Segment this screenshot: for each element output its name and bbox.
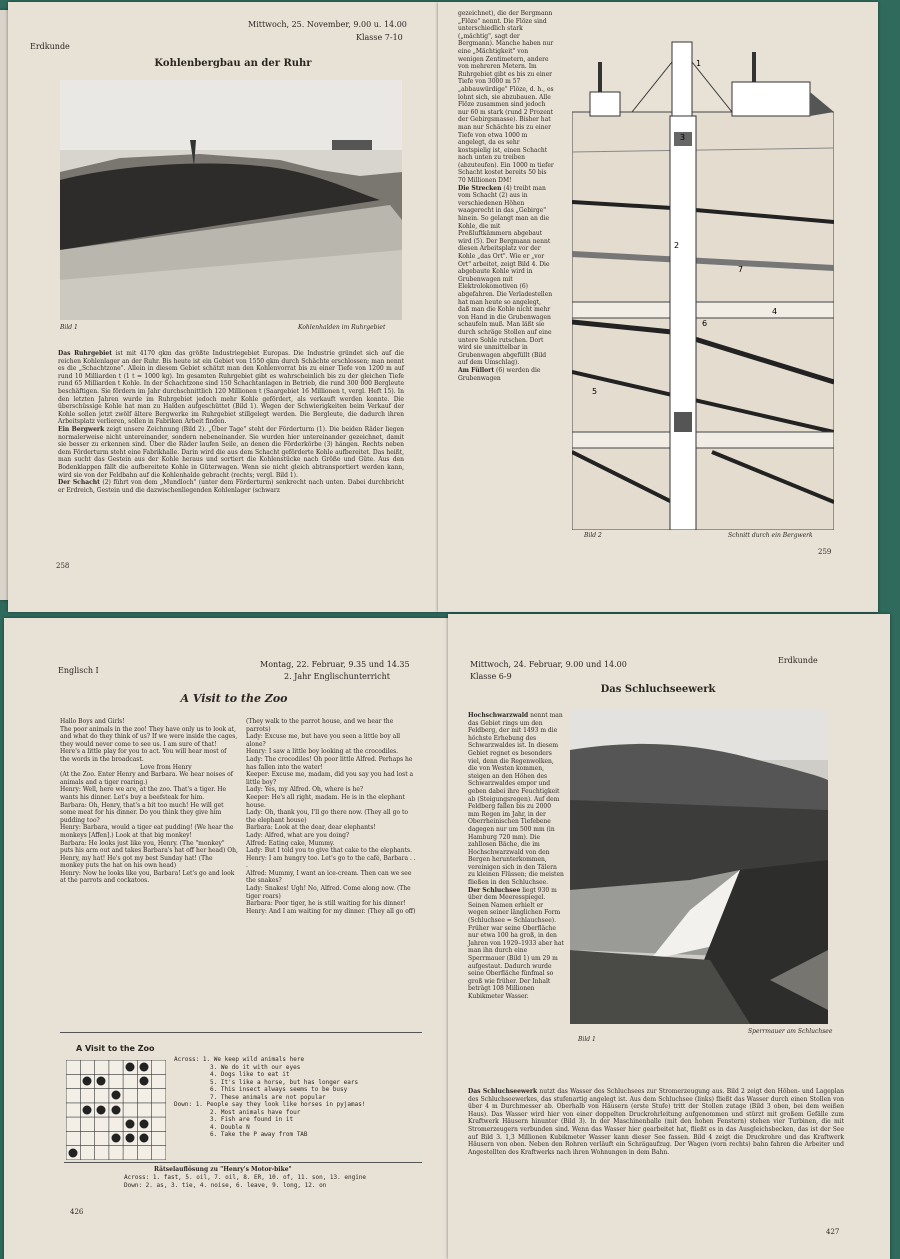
dialog-line: Lady: Yes, my Alfred. Oh, where is he?: [246, 786, 364, 794]
para-lead: Ein Bergwerk: [58, 425, 105, 433]
broadcast-date: Mittwoch, 24. Februar, 9.00 und 14.00: [470, 660, 627, 669]
dialog-line: Keeper: Excuse me, madam, did you say you had lost a little boy?: [246, 771, 414, 786]
dam-lake-photo: [570, 710, 828, 1024]
article-column: [458, 10, 554, 382]
dialog-line: Hallo Boys and Girls!: [60, 718, 125, 725]
subject-label: Erdkunde: [778, 656, 818, 665]
dialog-line: (At the Zoo. Enter Henry and Barbara. We hear noises of animals and a tiger roaring.): [60, 771, 233, 786]
dialog-line: Barbara: Poor tiger, he is still waiting for his dinner!: [246, 900, 406, 908]
dialog-line: Lady: The crocodiles! Oh poor little Alfred. Perhaps he has fallen into the water!: [246, 755, 413, 771]
dialog-line: (They walk to the parrot house, and we hear the parrots): [246, 718, 394, 733]
dialog-line: Barbara: Oh, Henry, that's a bit too much! He will get some meat for his dinner. Do you think they give him pudding too?: [60, 801, 224, 824]
dialog-line: Barbara: He looks just like you, Henry. (The "monkey" puts his arm out and takes Barbara's hat off her head) Oh, Henry, my hat! He's got my best Sunday hat! (The monkey puts the hat on his own head): [60, 839, 238, 870]
page-426: [4, 618, 462, 1259]
solution-down: Down: 2. as, 3. tie, 4. noise, 6. leave, 9. long, 12. on: [124, 1182, 327, 1189]
page-title: Das Schluchseewerk: [600, 684, 716, 695]
dialog-line: Lady: Snakes! Ugh! No, Alfred. Come along now. (The tiger roars): [246, 885, 411, 900]
page-427: [448, 614, 890, 1259]
clue: 7. These animals are not popular: [210, 1093, 326, 1101]
diagram-label: 2: [674, 241, 680, 250]
subject-label: Erdkunde: [30, 42, 70, 51]
figure-caption: Schnitt durch ein Bergwerk: [728, 532, 813, 539]
dialog-line: Here's a little play for you to act. You will hear most of the words in the broadcast.: [60, 748, 227, 763]
page-number: 427: [826, 1228, 840, 1236]
photo-number: Bild 1: [578, 1036, 596, 1043]
class-label: Klasse 6-9: [470, 672, 512, 681]
play-column-2: [246, 718, 416, 915]
page-title: Kohlenbergbau an der Ruhr: [154, 58, 312, 69]
diagram-label: 4: [772, 307, 778, 316]
clue: 4. Dogs like to eat it: [210, 1071, 290, 1078]
dialog-line: Lady: Excuse me, but have you seen a little boy all alone?: [246, 733, 401, 748]
page-number: 426: [70, 1208, 84, 1216]
diagram-label: 1: [696, 59, 702, 68]
crossword-grid: [66, 1060, 166, 1160]
clue: 5. It's like a horse, but has longer ears: [210, 1078, 359, 1086]
clue: 3. Fish are found in it: [210, 1116, 294, 1123]
paragraph: nutzt das Wasser des Schluchsees zur Stromerzeugung aus. Bild 2 zeigt den Höhen- und Lageplan des Schluchseewerkes, das stufenartig angelegt ist. Aus dem Schluchsee (links) fließt das Wasser durch einen Stollen von über 4 m Durchmesser ab. Oberhalb von Häusern (erste Stufe) tritt der Stollen zutage (Bild 3 oben, bei dem weißen Haus). Das Wasser wird hier von einer doppelten Druckrohrleitung aufgenommen und stürzt mit großem Gefälle zum Kraftwerk Häusern hinunter (Bild 3). In der Maschinenhalle (mit den hohen Fenstern) stehen vier Turbinen, die mit Stromerzeugern verbunden sind. Wenn das Wasser hier gearbeitet hat, fließt es in das Ausgleichsbecken, das ist der See auf Bild 3. 1,3 Millionen Kubikmeter Wasser kann dieser See fassen. Bild 4 zeigt die Druckrohre und das Kraftwerk Häusern von oben. Neben den Rohren verläuft ein Schrägaufzug. Der Wagen (vorn rechts) bahn fahren die Arbeiter und Angestellten des Kraftwerks nach ihren Wohnungen in dem Bahn.: [468, 1088, 844, 1156]
divider: [60, 1032, 422, 1033]
para-lead: Hochschwarzwald: [468, 712, 529, 719]
clue: 1. We keep wild animals here: [202, 1056, 305, 1063]
diagram-label: 5: [592, 387, 598, 396]
clue: 6. Take the P away from TAB: [210, 1131, 308, 1138]
dialog-line: The poor animals in the zoo! They have only us to look at, and what do they think of us? If we were inside the cages, they would never come to see us. I am sure of that!: [60, 725, 238, 748]
page-259: [438, 2, 878, 612]
class-label: Klasse 7-10: [356, 33, 403, 42]
article-column: [468, 712, 564, 1001]
divider: [64, 1162, 422, 1163]
para-lead: Der Schluchsee: [468, 886, 521, 894]
clue: 6. This insect always seems to be busy: [210, 1086, 348, 1093]
dialog-line: Lady: Alfred, what are you doing?: [246, 831, 350, 839]
page-title: A Visit to the Zoo: [180, 692, 288, 705]
para-lead: Am Füllort: [458, 366, 495, 374]
dialog-line: Barbara: Look at the dear, dear elephants!: [246, 824, 376, 832]
clue: 1. People say they look like horses in pyjamas!: [195, 1101, 366, 1108]
diagram-label: 6: [702, 319, 708, 328]
para-lead: Der Schacht: [58, 479, 100, 487]
para-lead: Die Strecken: [458, 184, 502, 192]
across-label: Across:: [174, 1056, 200, 1063]
paragraph: gezeichnet), die der Bergmann „Flöze" nennt. Die Flöze sind unterschiedlich stark („mächtig", sagt der Bergmann). Manche haben nur eine „Mächtigkeit" von wenigen Zentimetern, andere von mehreren Metern. Im Ruhrgebiet gibt es bis zu einer Tiefe von 3000 m 57 „abbauwürdige" Flöze, d. h., es lohnt sich, sie abzubauen. Alle Flöze zusammen sind jedoch nur 60 m stark (rund 2 Prozent der Gebirgsmasse). Bisher hat man nur Schächte bis zu einer Tiefe von etwa 1000 m angelegt, da es sehr kostspielig ist, einen Schacht nach unten zu treiben (abzuteufen). Ein 1000 m tiefer Schacht kostet bereits 50 bis 70 Millionen DM!: [458, 10, 554, 185]
dialog-line: Alfred: Mummy, I want an ice-cream. Then can we see the snakes?: [246, 869, 412, 885]
para-lead: Das Schluchseewerk: [468, 1088, 538, 1095]
clue: 4. Double N: [210, 1123, 250, 1131]
page-number: 259: [818, 548, 832, 556]
clues-block: [174, 1056, 404, 1139]
photo-number: Bild 1: [60, 324, 78, 331]
diagram-label: 7: [738, 265, 744, 274]
mine-cross-section-diagram: [572, 32, 834, 530]
class-label: 2. Jahr Englischunterricht: [284, 672, 390, 681]
clue: 3. We do it with our eyes: [210, 1063, 301, 1071]
dialog-line: Henry: I saw a little boy looking at the crocodiles.: [246, 748, 399, 756]
page-258: [8, 2, 438, 612]
dialog-line: Henry: Well, here we are, at the zoo. That's a tiger. He wants his dinner. Let's buy a beefsteak for him.: [60, 786, 227, 801]
down-label: Down:: [174, 1101, 193, 1108]
article-body: [58, 350, 404, 494]
dialog-line: Henry: I am hungry too. Let's go to the café, Barbara . . .: [246, 854, 416, 870]
paragraph: (2) führt von dem „Mundloch" (unter dem Förderturm) senkrecht nach unten. Dabei durchbricht er Erdreich, Gestein und die dazwischenliegenden Kohlenlager (schwarz: [58, 479, 404, 494]
dialog-line: Henry: And I am waiting for my dinner. (They all go off): [246, 907, 416, 915]
page-number: 258: [56, 562, 70, 570]
paragraph: nennt man das Gebiet rings um den Feldberg, der mit 1493 m die höchste Erhebung des Schwarzwaldes ist. In diesem Gebiet regnet es besonders viel, denn die Regenwolken, die von Westen kommen, steigen an den Höhen des Schwarzwaldes empor und geben dabei ihre Feuchtigkeit ab (Steigungsregen). Auf dem Feldberg fallen bis zu 2000 mm Regen im Jahr, in der Oberrheinischen Tiefebene dagegen nur um 500 mm (in Hamburg 720 mm). Die zahllosen Bäche, die im Hochschwarzwald von den Bergen herunterkommen, vereinigen sich in den Tälern zu kleinen Flüssen; die meisten fließen in den Schluchsee.: [468, 712, 564, 887]
paragraph: zeigt unsere Zeichnung (Bild 2). „Über Tage" steht der Förderturm (1). Die beiden Räder liegen normalerweise nicht untereinander, sondern nebeneinander. Sie wurden hier untereinander gezeichnet, damit sie besser zu erkennen sind. Über die Räder laufen Seile, an denen die Förderkörbe (3) hängen. Rechts neben dem Förderturm steht eine Fabrikhalle. Darin wird die aus dem Schacht geförderte Kohle aufbereitet. Das heißt, man sucht das Gestein aus der Kohle heraus und sortiert die Kohlenstücke nach Größe und Güte. Aus den Bodenklappen fällt die aufbereitete Kohle in Güterwagen. Wenn sie nicht gleich abtransportiert werden kann, wird sie von der Feldbahn auf die Kohlenhalde gebracht (rechts; vergl. Bild 1).: [58, 425, 404, 479]
figure-number: Bild 2: [584, 532, 602, 539]
paragraph: (4) treibt man vom Schacht (2) aus in verschiedenen Höhen waagerecht in das „Gebirge" hinein. So gelangt man an die Kohle, die mit Preßluftkämmern abgebaut wird (5). Der Bergmann nennt diesen Arbeitsplatz vor der Kohle „das Ort". Wie er „vor Ort" arbeitet, zeigt Bild 4. Die abgebaute Kohle wird in Grubenwagen mit Elektrolokomotiven (6) abgefahren. Die Verladestellen hat man heute so angelegt, daß man die Kohle nicht mehr von Hand in die Grubenwagen schaufeln muß. Man läßt sie durch schräge Stollen auf eine untere Sohle rutschen. Dort wird sie unmittelbar in Grubenwagen abgefüllt (Bild auf dem Umschlag).: [458, 184, 553, 367]
dialog-line: Love from Henry: [140, 763, 192, 771]
solution-title: Rätselauflösung zu "Henry's Motor-bike": [154, 1166, 292, 1173]
puzzle-title: A Visit to the Zoo: [76, 1044, 155, 1053]
play-column-1: [60, 718, 238, 885]
clue: 2. Most animals have four: [210, 1108, 301, 1116]
paragraph: liegt 930 m über dem Meeresspiegel. Seinen Namen erhielt er wegen seiner länglichen Form (Schluchsee = Schlauchsee). Früher war seine Oberfläche nur etwa 100 ha groß, in den Jahren von 1929–1933 aber hat man ihn durch eine Sperrmauer (Bild 1) um 29 m aufgestaut. Dadurch wurde seine Oberfläche fünfmal so groß wie früher. Der Inhalt beträgt 108 Millionen Kubikmeter Wasser.: [468, 886, 564, 1000]
photo-caption: Sperrmauer am Schluchsee: [748, 1028, 833, 1035]
paragraph: ist mit 4170 qkm das größte Industriegebiet Europas. Die Industrie gründet sich auf die reichen Kohlenlager an der Ruhr. Bis heute ist ein Gebiet von 1550 qkm durch Schächte erschlossen; man nennt es die „Schachtzone". Allein in diesem Gebiet schätzt man den Kohlenvorrat bis zu einer Tiefe von 1200 m auf rund 10 Milliarden t (1 t = 1000 kg). Im gesamten Ruhrgebiet gibt es wahrscheinlich bis zu der gleichen Tiefe rund 65 Milliarden t Kohle. In der Schachtzone sind 150 Schachtanlagen in Betrieb, die rund 300 000 Bergleute beschäftigen. Sie fördern im Jahr durchschnittlich 120 Millionen t (Saargebiet 16 Millionen t, vergl. Heft 15). In den letzten Jahren wurde im Ruhrgebiet jedoch mehr Kohle gefördert, als verkauft werden konnte. Die überschüssige Kohle hat man zu Halden aufgeschüttet (Bild 1). Wegen der Schwierigkeiten beim Verkauf der Kohle sollen jetzt zwölf ältere Bergwerke im Ruhrgebiet stillgelegt werden. Die Bergleute, die dadurch ihren Arbeitsplatz verlieren, sollen in Fabriken Arbeit finden.: [58, 350, 404, 426]
dialog-line: Keeper: He's all right, madam. He is in the elephant house.: [246, 793, 405, 809]
paragraph: (6) werden die Grubenwagen: [458, 366, 541, 382]
article-body: [468, 1088, 844, 1156]
broadcast-date: Montag, 22. Februar, 9.35 und 14.35: [260, 660, 410, 669]
para-lead: Das Ruhrgebiet: [58, 350, 113, 357]
dialog-line: Alfred: Eating cake, Mummy.: [246, 839, 335, 847]
broadcast-date: Mittwoch, 25. November, 9.00 u. 14.00: [248, 20, 407, 29]
diagram-label: 3: [680, 133, 686, 142]
coal-heaps-photo: [60, 80, 402, 320]
dialog-line: Lady: But I told you to give that cake to the elephants.: [246, 847, 413, 855]
dialog-line: Henry: Barbara, would a tiger eat pudding! (We hear the monkeys [Affen].) Look at that big monkey!: [60, 824, 234, 839]
photo-caption: Kohlenhalden im Ruhrgebiet: [298, 324, 386, 331]
dialog-line: Henry: Now he looks like you, Barbara! Let's go and look at the parrots and cockatoos.: [60, 869, 235, 885]
subject-label: Englisch I: [58, 666, 99, 675]
solution-across: Across: 1. fast, 5. oil, 7. oil, 8. ER, 10. of, 11. son, 13. engine: [124, 1174, 367, 1181]
dialog-line: Lady: Oh, thank you, I'll go there now. (They all go to the elephant house): [246, 809, 409, 824]
